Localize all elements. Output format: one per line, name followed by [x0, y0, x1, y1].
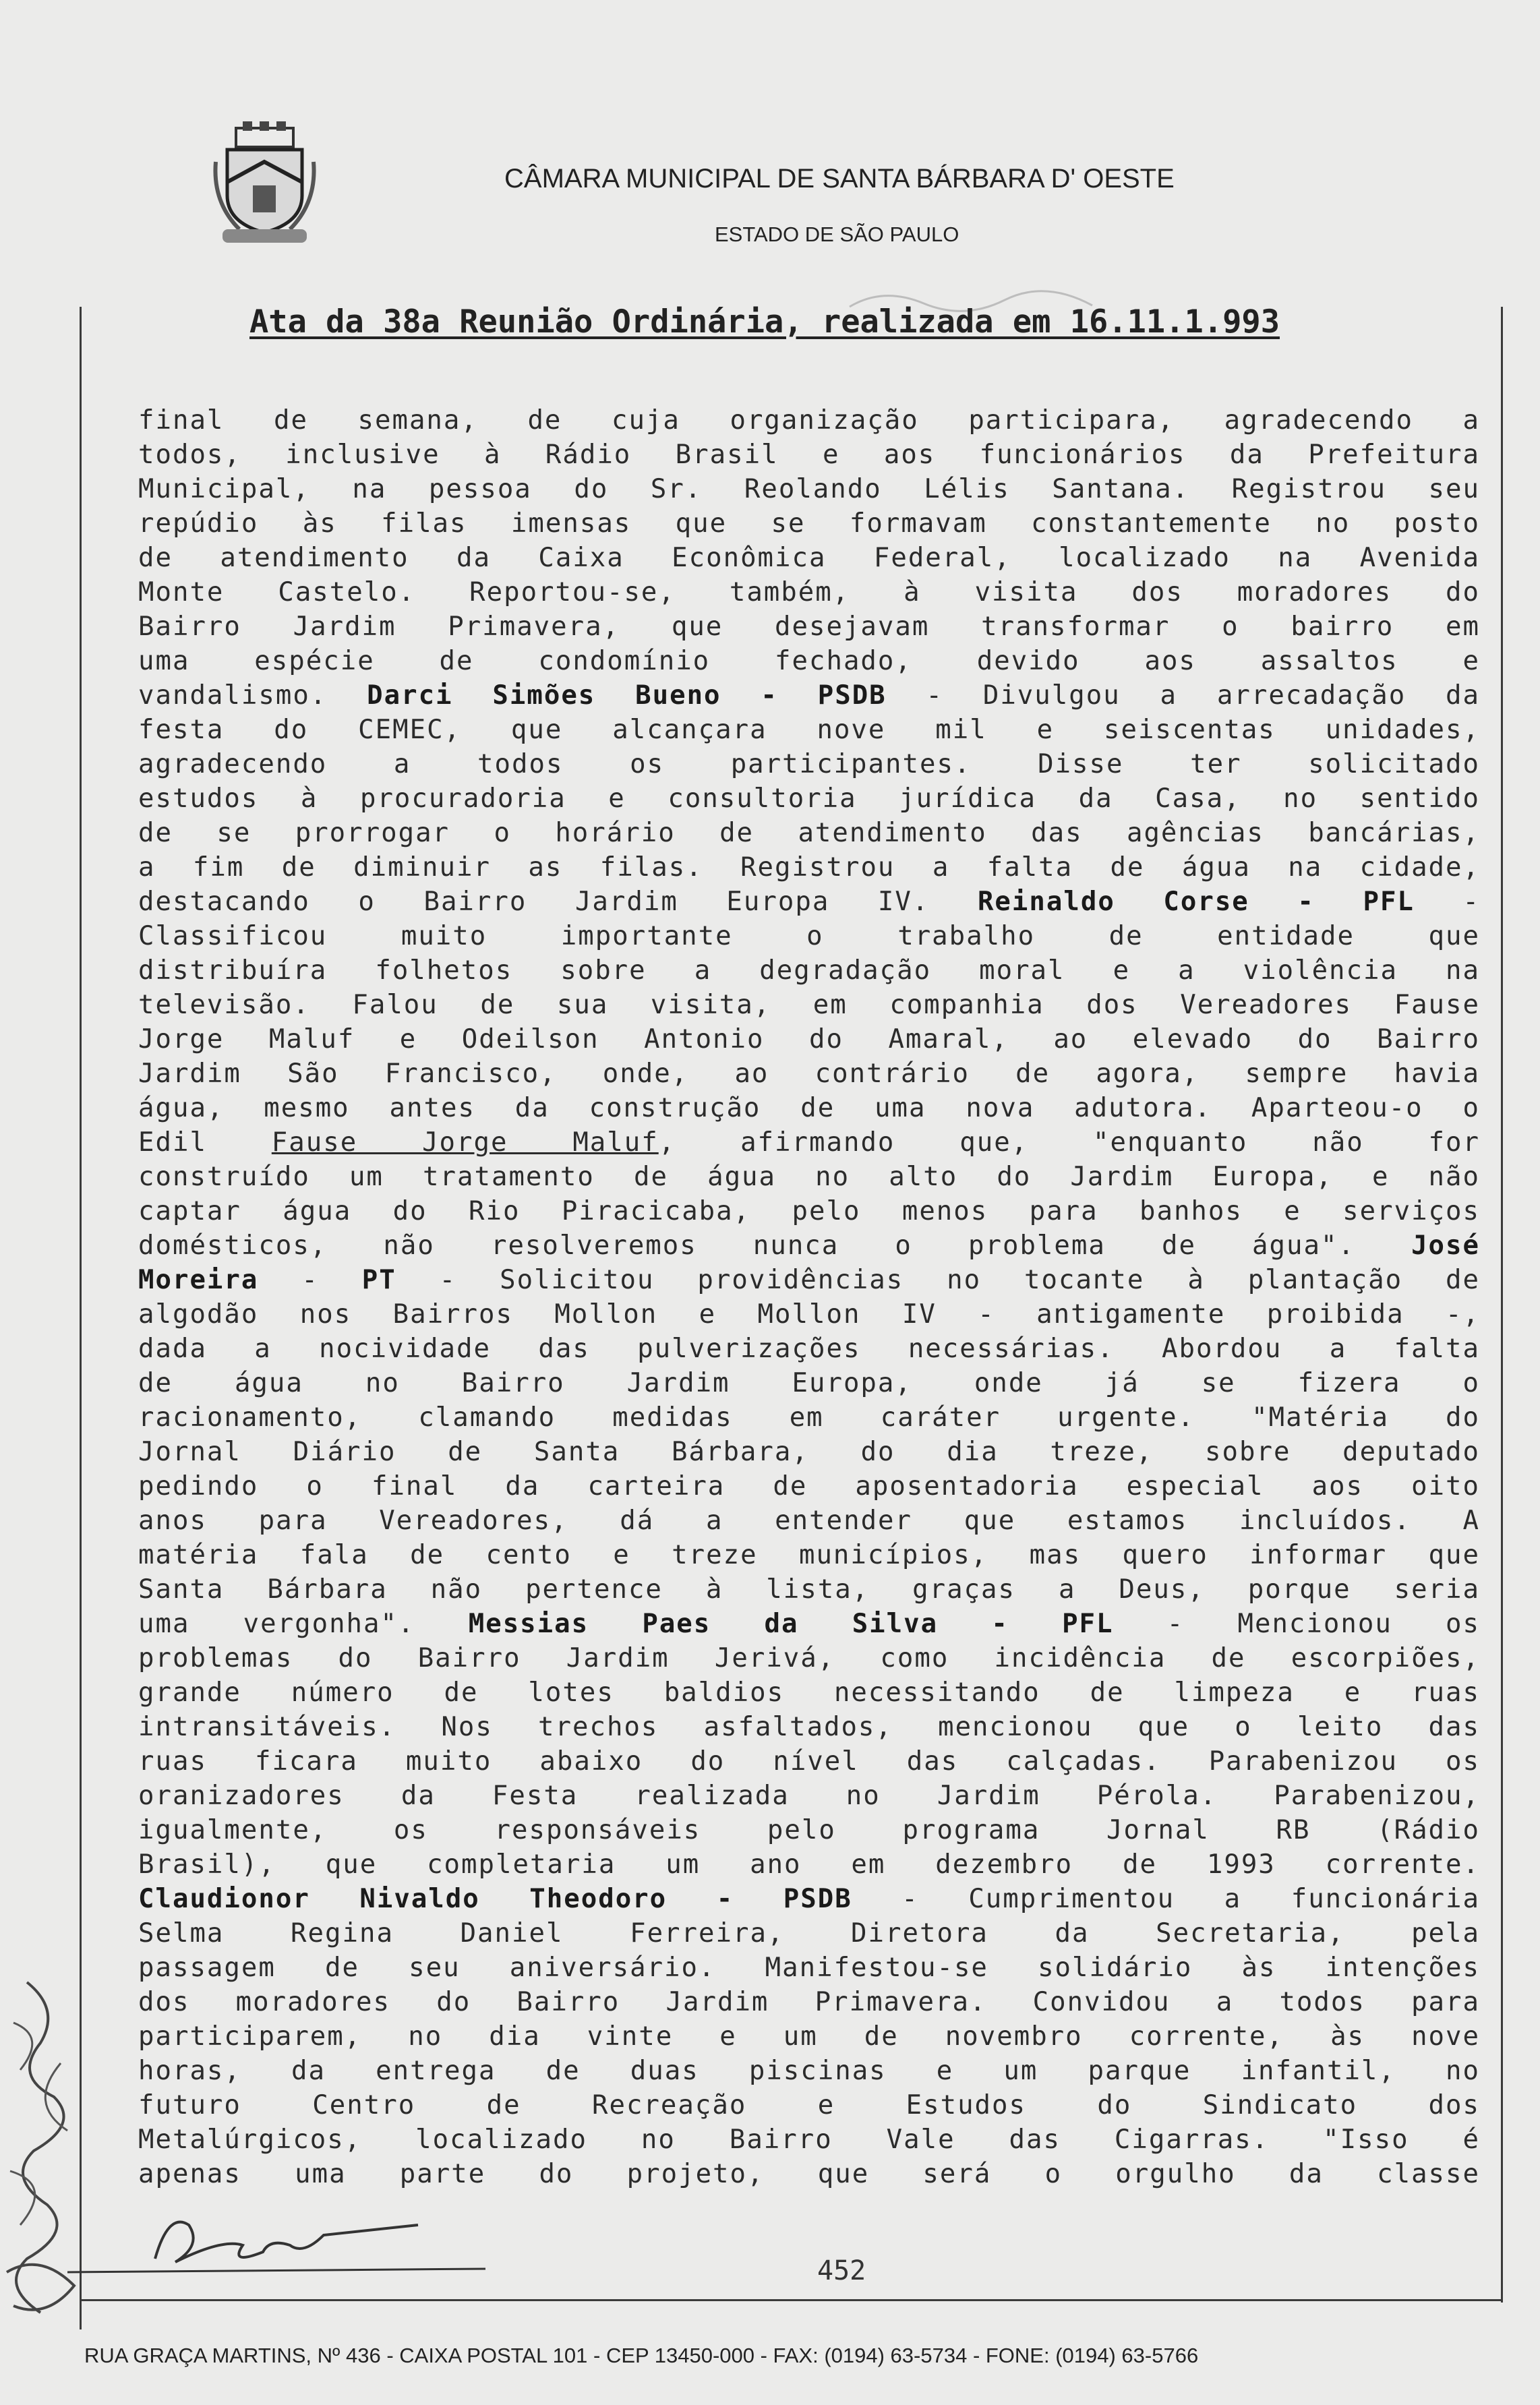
text-segment: água, mesmo antes da construção de uma nova adutora. Aparteou-o o [138, 1093, 1480, 1123]
speaker-name: Reinaldo Corse - PFL [977, 887, 1415, 917]
state-name: ESTADO DE SÃO PAULO [715, 222, 959, 246]
text-segment: agradecendo a todos os participantes. Disse ter solicitado [138, 749, 1480, 779]
text-line [138, 1504, 1480, 1538]
text-line [138, 2122, 1480, 2157]
text-segment: construído um tratamento de água no alto do Jardim Europa, e não [138, 1162, 1480, 1192]
text-line [138, 1091, 1480, 1125]
text-line [138, 1263, 1480, 1297]
margin-signature [0, 1969, 94, 2346]
text-line [138, 644, 1480, 678]
text-line [138, 885, 1480, 919]
text-segment: pedindo o final da carteira de aposentadoria especial aos oito [138, 1471, 1480, 1502]
text-segment: Municipal, na pessoa do Sr. Reolando Lélis Santana. Registrou seu [138, 474, 1480, 504]
text-line [138, 1400, 1480, 1435]
text-segment: anos para Vereadores, dá a entender que estamos incluídos. A [138, 1506, 1480, 1536]
text-segment: participarem, no dia vinte e um de novembro corrente, às nove [138, 2021, 1480, 2052]
text-segment: final de semana, de cuja organização participara, agradecendo a [138, 405, 1480, 436]
text-segment: de atendimento da Caixa Econômica Federal, localizado na Avenida [138, 543, 1480, 573]
text-line [138, 919, 1480, 953]
text-line [138, 1951, 1480, 1985]
text-line [138, 1297, 1480, 1332]
text-segment: horas, da entrega de duas piscinas e um parque infantil, no [138, 2056, 1480, 2086]
text-line [138, 2088, 1480, 2122]
text-line [138, 1194, 1480, 1228]
speaker-name: Moreira [138, 1265, 259, 1295]
text-line [138, 1435, 1480, 1469]
text-line [138, 1916, 1480, 1951]
text-line [138, 1469, 1480, 1504]
text-segment: Monte Castelo. Reportou-se, também, à visita dos moradores do [138, 577, 1480, 607]
text-segment: intransitáveis. Nos trechos asfaltados, mencionou que o leito das [138, 1712, 1480, 1742]
text-line [138, 1125, 1480, 1160]
minutes-body [138, 403, 1480, 2191]
text-segment: Edil [138, 1127, 272, 1158]
speaker-name: José [1411, 1230, 1480, 1261]
text-line [138, 541, 1480, 575]
text-segment: oranizadores da Festa realizada no Jardim Pérola. Parabenizou, [138, 1781, 1480, 1811]
text-line [138, 1779, 1480, 1813]
underlined-name: Fause Jorge Maluf [271, 1127, 659, 1158]
text-segment: todos, inclusive à Rádio Brasil e aos funcionários da Prefeitura [138, 440, 1480, 470]
text-line [138, 472, 1480, 506]
text-segment: igualmente, os responsáveis pelo programa Jornal RB (Rádio [138, 1815, 1480, 1845]
text-segment: distribuíra folhetos sobre a degradação moral e a violência na [138, 955, 1480, 986]
text-line [138, 2157, 1480, 2191]
text-segment: de se prorrogar o horário de atendimento das agências bancárias, [138, 818, 1480, 848]
text-line [138, 1847, 1480, 1882]
text-segment: - [258, 1265, 362, 1295]
text-line [138, 1022, 1480, 1057]
text-line [138, 438, 1480, 472]
text-line [138, 781, 1480, 816]
text-line [138, 988, 1480, 1022]
text-segment: estudos à procuradoria e consultoria jurídica da Casa, no sentido [138, 783, 1480, 814]
text-segment: Metalúrgicos, localizado no Bairro Vale das Cigarras. "Isso é [138, 2125, 1480, 2155]
text-segment: Brasil), que completaria um ano em dezembro de 1993 corrente. [138, 1849, 1480, 1880]
text-segment: Classificou muito importante o trabalho de entidade que [138, 921, 1480, 951]
text-segment: passagem de seu aniversário. Manifestou-se solidário às intenções [138, 1953, 1480, 1983]
footer-rule [80, 2299, 1501, 2301]
text-segment: problemas do Bairro Jardim Jerivá, como incidência de escorpiões, [138, 1643, 1480, 1673]
text-segment: - Divulgou a arrecadação da [886, 680, 1480, 711]
text-line [138, 747, 1480, 781]
text-line [138, 713, 1480, 747]
text-line [138, 816, 1480, 850]
text-line [138, 1607, 1480, 1641]
text-line [138, 1641, 1480, 1675]
text-segment: futuro Centro de Recreação e Estudos do Sindicato dos [138, 2090, 1480, 2120]
text-line [138, 2054, 1480, 2088]
text-line [138, 1882, 1480, 1916]
text-segment: - Cumprimentou a funcionária [852, 1884, 1480, 1914]
text-line [138, 1332, 1480, 1366]
text-segment: a fim de diminuir as filas. Registrou a falta de água na cidade, [138, 852, 1480, 883]
text-segment: repúdio às filas imensas que se formavam constantemente no posto [138, 508, 1480, 539]
text-line [138, 1710, 1480, 1744]
text-segment: , afirmando que, "enquanto não for [658, 1127, 1480, 1158]
text-line [138, 1057, 1480, 1091]
text-line [138, 1572, 1480, 1607]
text-line [138, 1228, 1480, 1263]
text-line [138, 403, 1480, 438]
text-segment: algodão nos Bairros Mollon e Mollon IV - antigamente proibida -, [138, 1299, 1480, 1330]
text-segment: destacando o Bairro Jardim Europa IV. [138, 887, 978, 917]
text-line [138, 953, 1480, 988]
text-segment: de água no Bairro Jardim Europa, onde já se fizera o [138, 1368, 1480, 1398]
text-segment: Jornal Diário de Santa Bárbara, do dia treze, sobre deputado [138, 1437, 1480, 1467]
footer-address: RUA GRAÇA MARTINS, Nº 436 - CAIXA POSTAL 101 - CEP 13450-000 - FAX: (0194) 63-5734 - FONE: (0194) 63-5766 [84, 2344, 1199, 2367]
text-segment: - [1414, 887, 1480, 917]
municipal-coat-of-arms-icon [212, 121, 317, 249]
text-segment: vandalismo. [138, 680, 367, 711]
text-line [138, 1813, 1480, 1847]
text-segment: racionamento, clamando medidas em caráter urgente. "Matéria do [138, 1402, 1480, 1433]
text-segment: domésticos, não resolveremos nunca o problema de água". [138, 1230, 1412, 1261]
text-line [138, 1538, 1480, 1572]
text-line [138, 610, 1480, 644]
text-segment: Jardim São Francisco, onde, ao contrário de agora, sempre havia [138, 1059, 1480, 1089]
text-segment: matéria fala de cento e treze municípios, mas quero informar que [138, 1540, 1480, 1570]
chamber-name: CÂMARA MUNICIPAL DE SANTA BÁRBARA D' OESTE [504, 164, 1175, 194]
speaker-name: Darci Simões Bueno - PSDB [367, 680, 887, 711]
page-number: 452 [817, 2255, 866, 2286]
text-line [138, 1744, 1480, 1779]
text-segment: ruas ficara muito abaixo do nível das calçadas. Parabenizou os [138, 1746, 1480, 1777]
text-line [138, 678, 1480, 713]
text-segment: apenas uma parte do projeto, que será o orgulho da classe [138, 2159, 1480, 2189]
bottom-signature [67, 2198, 539, 2286]
text-line [138, 2019, 1480, 2054]
text-segment: - Mencionou os [1113, 1609, 1481, 1639]
text-line [138, 1160, 1480, 1194]
text-segment: Santa Bárbara não pertence à lista, graças a Deus, porque seria [138, 1574, 1480, 1605]
text-line [138, 850, 1480, 885]
text-line [138, 575, 1480, 610]
text-line [138, 1985, 1480, 2019]
text-segment: uma vergonha". [138, 1609, 469, 1639]
text-segment: dos moradores do Bairro Jardim Primavera. Convidou a todos para [138, 1987, 1480, 2017]
text-segment: dada a nocividade das pulverizações necessárias. Abordou a falta [138, 1334, 1480, 1364]
text-segment: televisão. Falou de sua visita, em companhia dos Vereadores Fause [138, 990, 1480, 1020]
text-segment: grande número de lotes baldios necessitando de limpeza e ruas [138, 1677, 1480, 1708]
text-line [138, 1675, 1480, 1710]
text-segment: Selma Regina Daniel Ferreira, Diretora da Secretaria, pela [138, 1918, 1480, 1949]
text-line [138, 506, 1480, 541]
text-segment: festa do CEMEC, que alcançara nove mil e seiscentas unidades, [138, 715, 1480, 745]
text-line [138, 1366, 1480, 1400]
speaker-name: Messias Paes da Silva - PFL [468, 1609, 1114, 1639]
minutes-title: Ata da 38a Reunião Ordinária, realizada em 16.11.1.993 [249, 303, 1280, 340]
right-margin-rule [1501, 307, 1503, 2303]
text-segment: Jorge Maluf e Odeilson Antonio do Amaral, ao elevado do Bairro [138, 1024, 1480, 1055]
text-segment: Bairro Jardim Primavera, que desejavam transformar o bairro em [138, 612, 1480, 642]
text-segment: uma espécie de condomínio fechado, devido aos assaltos e [138, 646, 1480, 676]
speaker-name: Claudionor Nivaldo Theodoro - PSDB [138, 1884, 852, 1914]
text-segment: - Solicitou providências no tocante à plantação de [396, 1265, 1480, 1295]
speaker-name: PT [361, 1265, 396, 1295]
text-segment: captar água do Rio Piracicaba, pelo menos para banhos e serviços [138, 1196, 1480, 1226]
